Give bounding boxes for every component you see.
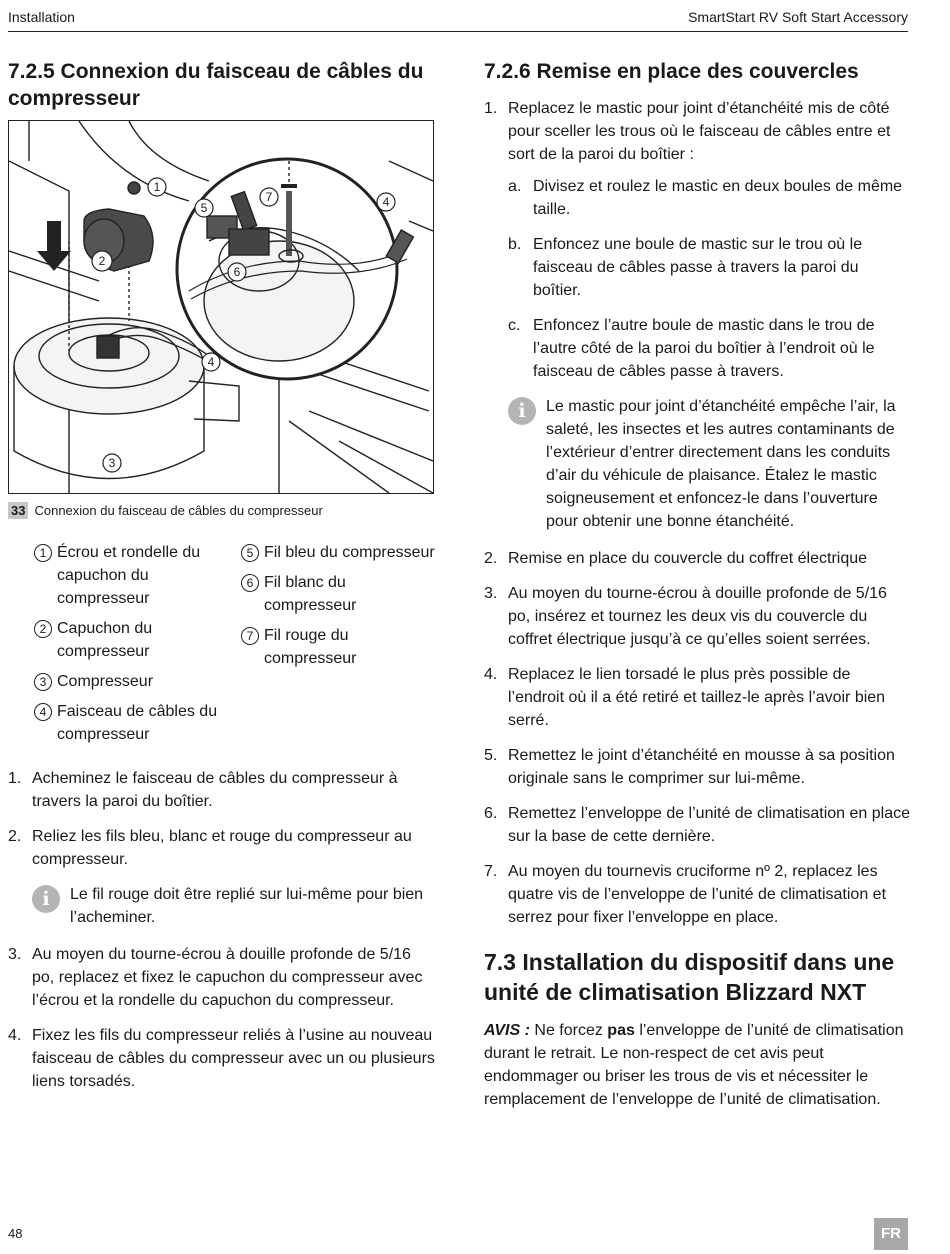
legend-item [34,670,229,693]
svg-text:1: 1 [153,180,161,194]
step-text: Au moyen du tourne-écrou à douille profonde de 5/16 po, replacez et fixez le capuchon du compresseur avec l’écrou et la rondelle du capuchon du compresseur. [32,946,423,1009]
sub-step-letter: c. [508,317,521,334]
callout-4-zoom [377,193,395,211]
step-number: 5. [484,747,498,764]
legend-item [34,541,229,610]
svg-text:7: 7 [265,190,273,204]
callout-2 [92,251,112,271]
notice-paragraph [484,1019,910,1111]
figure-legend [34,541,436,753]
callout-7 [260,188,278,206]
legend-column-2 [241,541,436,753]
step-number: 1. [8,770,22,787]
step-text: Fixez les fils du compresseur reliés à l’usine au nouveau faisceau de câbles du compresseur avec un ou plusieurs liens torsadés. [32,1027,435,1090]
info-note [508,395,910,533]
step-body [508,97,910,547]
sub-step-text: Enfoncez l’autre boule de mastic dans le trou de l’autre côté de la paroi du boîtier à l’endroit où le faisceau de câbles passe à travers. [533,317,875,380]
list-item [8,825,436,871]
step-number: 4. [484,666,498,683]
legend-text: Capuchon du compresseur [57,620,153,660]
step-text: Remise en place du couvercle du coffret électrique [508,550,868,567]
step-text: Au moyen du tourne-écrou à douille profonde de 5/16 po, insérez et tournez les deux vis du couvercle du coffret électrique jusqu’à ce qu’elles soient serrées. [508,585,887,648]
left-column [8,58,436,1105]
list-item [484,663,910,732]
legend-number: 4 [34,703,52,721]
down-arrow-icon [37,221,71,271]
header-section: Installation [8,9,75,25]
sub-step-letter: b. [508,236,522,253]
list-item [8,1024,436,1093]
language-badge: FR [874,1218,908,1250]
note-text: Le mastic pour joint d’étanchéité empêche l’air, la saleté, les insectes et les autres contaminants de l’extérieur d’entrer directement dans les conduits d’air du véhicule de plaisance. Étalez le mastic soigneusement et enfoncez-le dans l’ouverture pour obtenir une bonne étanchéité. [546,398,896,530]
step-number: 7. [484,863,498,880]
note-text: Le fil rouge doit être replié sur lui-même pour bien l’acheminer. [70,886,424,926]
step-number: 6. [484,805,498,822]
legend-item [241,541,436,564]
legend-number: 2 [34,620,52,638]
step-text: Au moyen du tournevis cruciforme nº 2, replacez les quatre vis de l’enveloppe de l’unité de climatisation et serrez pour fixer l’enveloppe en place. [508,863,887,926]
notice-emphasis: pas [607,1022,635,1039]
figure-33 [8,120,434,494]
callout-3 [103,454,121,472]
legend-text: Faisceau de câbles du compresseur [57,703,218,743]
svg-text:2: 2 [98,254,106,268]
right-column [484,58,910,1111]
step-text: Reliez les fils bleu, blanc et rouge du compresseur au compresseur. [32,828,412,868]
step-number: 2. [8,828,22,845]
figure-caption [8,502,436,519]
section-heading-7-2-5: 7.2.5 Connexion du faisceau de câbles du compresseur [8,60,424,110]
step-text: Replacez le lien torsadé le plus près possible de l’endroit où il a été retiré et taillez-le après l’avoir bien serré. [508,666,886,729]
list-item [8,767,436,813]
sub-step-letter: a. [508,178,522,195]
compressor-harness-illustration [9,121,433,493]
step-text: Remettez l’enveloppe de l’unité de climatisation en place sur la base de cette dernière. [508,805,911,845]
legend-number: 1 [34,544,52,562]
callout-4-main [202,353,220,371]
legend-number: 7 [241,627,259,645]
legend-column-1 [34,541,229,753]
sub-step-text: Enfoncez une boule de mastic sur le trou où le faisceau de câbles passe à travers la paroi du boîtier. [533,236,863,299]
sub-steps-list [508,175,910,383]
info-icon: i [508,397,536,425]
step-text: Acheminez le faisceau de câbles du compresseur à travers la paroi du boîtier. [32,770,398,810]
info-note [32,883,436,929]
sub-list-item [508,233,910,302]
legend-text: Fil rouge du compresseur [264,627,357,667]
list-item [484,744,910,790]
sub-list-item [508,314,910,383]
legend-item [241,571,436,617]
step-text: Remettez le joint d’étanchéité en mousse à sa position originale sans le comprimer sur lui-même. [508,747,895,787]
svg-text:6: 6 [233,265,241,279]
page-number: 48 [8,1226,23,1241]
notice-text-post: l’enveloppe de l’unité de climatisation durant le retrait. Le non-respect de cet avis peut endommager ou briser les trous de vis et nécessiter le remplacement de l’enveloppe de l’unité de climatisation. [484,1022,904,1108]
figure-number: 33 [8,502,28,519]
list-item [8,943,436,1012]
step-text: Replacez le mastic pour joint d’étanchéité mis de côté pour sceller les trous où le faisceau de câbles entre et sort de la paroi du boîtier : [508,100,891,163]
legend-number: 6 [241,574,259,592]
legend-number: 3 [34,673,52,691]
header-product: SmartStart RV Soft Start Accessory [688,9,908,25]
step-number: 3. [8,946,22,963]
legend-text: Fil bleu du compresseur [264,544,435,561]
svg-text:3: 3 [108,456,116,470]
legend-item [34,700,229,746]
sub-step-text: Divisez et roulez le mastic en deux boules de même taille. [533,178,903,218]
step-number: 4. [8,1027,22,1044]
svg-text:5: 5 [200,201,208,215]
left-steps-list [8,767,436,871]
sub-list-item [508,175,910,221]
info-icon: i [32,885,60,913]
step-number: 1. [484,100,498,117]
legend-number: 5 [241,544,259,562]
section-heading-7-2-6: 7.2.6 Remise en place des couvercles [484,60,859,83]
list-item [484,97,910,547]
legend-text: Écrou et rondelle du capuchon du compresseur [57,544,201,607]
callout-5 [195,199,213,217]
svg-text:4: 4 [382,195,390,209]
section-heading-7-3: 7.3 Installation du dispositif dans une unité de climatisation Blizzard NXT [484,949,895,1005]
callout-6 [228,263,246,281]
legend-item [241,624,436,670]
step-number: 2. [484,550,498,567]
list-item [484,860,910,929]
notice-text-pre: Ne forcez [529,1022,608,1039]
legend-item [34,617,229,663]
list-item [484,547,910,570]
legend-text: Fil blanc du compresseur [264,574,357,614]
legend-text: Compresseur [57,673,154,690]
svg-text:4: 4 [207,355,215,369]
callout-1 [148,178,166,196]
list-item [484,802,910,848]
notice-keyword: AVIS : [484,1022,530,1039]
right-steps-list [484,97,910,929]
list-item [484,582,910,651]
left-steps-list-continued [8,943,436,1093]
step-number: 3. [484,585,498,602]
header-divider [8,31,908,32]
figure-caption-text: Connexion du faisceau de câbles du compresseur [34,503,323,518]
